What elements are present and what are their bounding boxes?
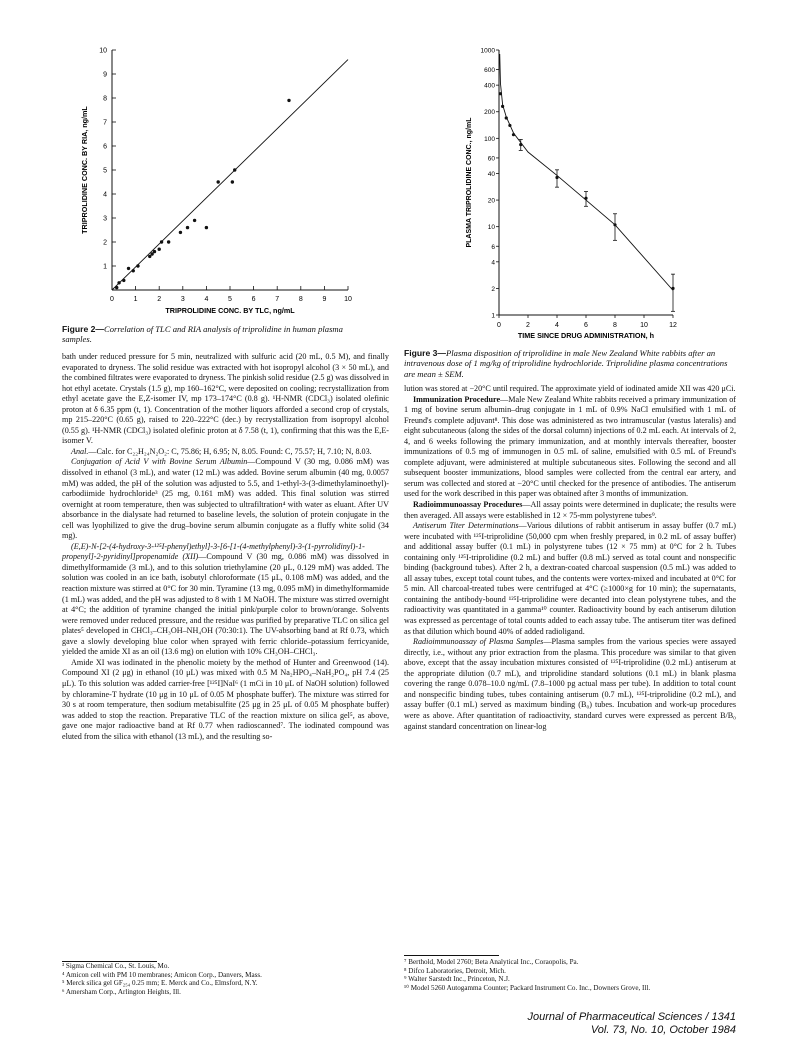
y-tick-label: 600 [484,67,495,75]
data-point [233,168,236,171]
data-point [136,264,139,267]
y-tick-label: 6 [103,143,107,151]
data-point [153,250,156,253]
right-column-text [404,384,736,732]
data-point [158,248,161,251]
journal-footer [527,1011,736,1037]
data-point [671,287,674,290]
y-tick-label: 1000 [480,47,495,55]
paragraph [62,447,389,458]
x-tick-label: 10 [344,296,352,303]
data-point [287,99,290,102]
y-tick-label: 7 [103,119,107,127]
right-footnotes [404,958,736,992]
paragraph-heading: Antiserum Titer Determinations [413,521,519,531]
data-point [501,105,504,108]
data-point [122,279,125,282]
y-tick-label: 4 [491,259,495,267]
left-column-text [62,352,389,742]
paragraph-body: —Male New Zealand White rabbits received a primary immunization of 1 mg of bovine serum albumin–drug conjugate in 1 mL of 0.9% NaCl emulsified with 1 mL of Freund's complete adjuvant⁸. This dose was administered as two intramuscular (vastus lateralis) and eight subcutaneous (along the sides of the dorsal column) injections of 0.2 mL each. At intervals of 2, 4, and 6 weeks following the primary immunization, and at monthly intervals thereafter, booster immunizations of 0.5 mg of immunogen in 0.5 mL of saline, emulsified with 0.5 mL of Freund's complete adjuvant, were administered at multiple subcutaneous sites. Following the second and all subsequent booster immunizations, blood samples were collected from the central ear artery, and serum was collected and stored at −20°C until checked for the presence of antibodies. The antiserum used for the work described in this paper was obtained after 3 months of immunization. [404,394,736,499]
x-tick-label: 7 [275,296,280,303]
y-tick-label: 2 [103,239,107,247]
data-point [231,180,234,183]
footnote: ⁷ Berthold, Model 2760; Beta Analytical Inc., Coraopolis, Pa. [404,958,579,966]
data-point [613,223,616,226]
x-tick-label: 1 [133,296,138,303]
x-tick-label: 4 [204,296,209,303]
y-tick-label: 2 [491,285,495,293]
data-point [115,286,118,289]
journal-title-page: Journal of Pharmaceutical Sciences / 1341 [527,1011,736,1023]
journal-volume-issue: Vol. 73, No. 10, October 1984 [590,1024,736,1036]
x-tick-label: 6 [584,322,588,329]
paragraph [404,500,736,521]
paragraph-heading: (E,E)-N-[2-(4-hydroxy-3-¹²⁵I-phenyl)ethyl]-3-[6-[1-(4-methylphenyl)-3-(1-pyrrolidinyl)-1-propenyl]-2-pyridinyl]propenamide (XII) [62,541,365,562]
y-tick-label: 100 [484,135,495,143]
x-tick-label: 4 [555,322,559,329]
data-point [179,231,182,234]
data-point [186,226,189,229]
data-point [512,133,515,136]
data-point [508,124,511,127]
data-point [117,281,120,284]
paragraph [404,521,736,637]
y-axis-label: TRIPROLIDINE CONC. BY RIA, ng/mL [80,106,89,234]
footnote: ⁵ Merck silica gel GF₂₅₄ 0.25 mm; E. Merck and Co., Elmsford, N.Y. [62,979,258,988]
footnote: ⁴ Amicon cell with PM 10 membranes; Amicon Corp., Danvers, Mass. [62,970,262,979]
paragraph [404,637,736,732]
x-tick-label: 0 [110,296,114,303]
y-tick-label: 200 [484,109,495,117]
footnote-divider [404,955,499,956]
data-point [193,219,196,222]
figure-2-caption-label: Figure 2— [62,324,105,334]
left-footnotes [62,962,389,996]
data-point [584,197,587,200]
paragraph: bath under reduced pressure for 5 min, neutralized with sulfuric acid (20 mL, 0.5 M), and finally evaporated to dryness. The solid residue was extracted with hot isopropyl alcohol (3 × 50 mL), and the combined filtrates were evaporated to dryness. The pinkish solid residue (2.5 g) was dissolved in hot ethyl acetate. Crystals (1.5 g), mp 160–162°C, were deposited on cooling; recrystallization from ethyl acetate gave the E,Z-isomer IV, mp 173–174°C (0.8 g). ¹H-NMR (CDCl₃) isolated olefinic proton at δ 6.35 ppm (t, 1). Concentration of the mother liquors afforded a second crop of crystals, mp 215–220°C (0.65 g), raised to 220–222°C (dec.) by recrystallization from isopropyl alcohol (0.55 g). ¹H-NMR (CDCl₃) isolated olefinic proton at δ 7.58 (t, 1), confirming that this was the E,E-isomer V. [62,352,389,446]
y-tick-label: 1 [491,312,495,320]
paragraph [62,457,389,541]
x-tick-label: 2 [157,296,162,303]
y-tick-label: 3 [103,215,107,223]
y-tick-label: 9 [103,71,107,79]
x-tick-label: 3 [180,296,185,303]
figure-2-caption-text: Correlation of TLC and RIA analysis of triprolidine in human plasma samples. [62,324,343,345]
y-tick-label: 5 [103,167,107,175]
paragraph-body: —Plasma samples from the various species were assayed directly, i.e., without any prior extraction from the plasma. This procedure was similar to that given above, except that the assay incubation mixtures consisted of ¹²⁵I-triprolidine (0.2 mL) antiserum at the appropriate dilution (0.7 mL), and triprolidine standard solutions (0.1 mL) in blank plasma covering the range 0.078–10.0 ng/mL (7.8–1000 pg actual mass per tube). In addition to total count and nonspecific binding tubes, tubes containing antiserum (0.7 mL), ¹²⁵I-triprolidine (0.2 mL), and assay buffer (0.1 mL) served as maximum binding (B₀) tubes. Incubation and work-up procedures were as above. After quantitation of radioactivity, standard curves were expressed as percent B/B₀ against standard concentration on linear-log [404,637,736,731]
data-point [160,240,163,243]
data-point [499,92,502,95]
figure-3-line-chart [455,40,710,345]
y-tick-label: 1 [103,263,107,271]
data-point [519,143,522,146]
paragraph: Amide XI was iodinated in the phenolic moiety by the method of Hunter and Greenwood (14). Compound XI (2 μg) in ethanol (10 μL) was mixed with 0.5 M Na₂HPO₄–NaH₂PO₄, pH 7.4 (25 μL). To this solution was added carrier-free [¹²⁵I]NaI⁶ (1 mCi in 10 μL of NaOH solution) followed by chloramine-T hydrate (10 μg in 10 μL of 0.05 M phosphate buffer). The mixture was stirred for 30 s at room temperature, then sodium metabisulfite (25 μg in 25 μL of 0.05 M phosphate buffer) was added to stop the reaction. Preparative TLC of the reaction mixture on silica gel⁵, as above, gave one major radioactive band at Rf 0.77 when radioscanned⁷. The iodinated compound was eluted from the silica with ethanol (13 mL), and the resulting so- [62,657,389,741]
footnote: ¹⁰ Model 5260 Autogamma Counter; Packard Instrument Co. Inc., Downers Grove, Ill. [404,983,651,992]
y-tick-label: 6 [491,243,495,251]
paragraph-body: —Various dilutions of rabbit antiserum in assay buffer (0.7 mL) were incubated with ¹²⁵I-triprolidine (50,000 cpm when freshly prepared, in 0.2 mL of assay buffer) and additional assay buffer (0.1 mL) in polystyrene tubes (12 × 75 mm) at 0°C for 2 h. Tubes containing only ¹²⁵I-triprolidine (0.2 mL) and buffer (0.8 mL) served as total count and nonspecific binding (background tubes). After 2 h, a dextran-coated charcoal suspension (0.5 mL) was added to all assay tubes, except total count tubes, and the contents were vortex-mixed and incubated at 0°C for 5 min. All charcoal-treated tubes were centrifuged at 4°C (≥1000×g for 10 min); the supernatants, containing the antibody-bound ¹²⁵I-triprolidine were decanted into clean polystyrene tubes, and the radioactivity was quantitated in a gamma¹⁰ counter. Radioactivity bound by each antiserum dilution was expressed as percentage of total counts added to each assay tube. The antiserum titer was defined as that dilution which bound 40% of added radioligand. [404,521,736,636]
footnote: ⁸ Difco Laboratories, Detroit, Mich. [404,966,506,975]
data-point [505,116,508,119]
fitted-curve [500,54,673,290]
paragraph [62,542,389,658]
figure-3-caption-text: Plasma disposition of triprolidine in male New Zealand White rabbits after an intravenous dose of 1 mg/kg of triprolidine hydrochloride. Triprolidine plasma concentrations are mean ± SEM. [404,348,728,379]
footnote: ³ Sigma Chemical Co., St. Louis, Mo. [62,962,170,970]
x-axis-label: TIME SINCE DRUG ADMINISTRATION, h [517,331,655,340]
data-point [217,180,220,183]
footnote: ⁶ Amersham Corp., Arlington Heights, Ill. [62,987,181,996]
regression-line [112,60,348,290]
data-point [167,240,170,243]
data-point [555,176,558,179]
y-tick-label: 40 [487,170,495,178]
y-tick-label: 10 [487,224,495,232]
paragraph [404,395,736,500]
x-tick-label: 8 [613,322,617,329]
paragraph-heading: Immunization Procedure [413,394,501,404]
data-point [132,269,135,272]
y-tick-label: 400 [484,82,495,90]
paragraph-heading: Conjugation of Acid V with Bovine Serum Albumin [71,457,248,467]
x-tick-label: 5 [228,296,232,303]
x-tick-label: 0 [497,322,501,329]
figure-2-caption [62,324,362,345]
y-tick-label: 10 [99,47,107,55]
x-tick-label: 10 [640,322,648,329]
data-point [127,267,130,270]
y-tick-label: 60 [487,155,495,163]
y-tick-label: 4 [103,191,107,199]
paragraph-heading: Radioimmunoassay of Plasma Samples [413,637,544,647]
x-tick-label: 12 [669,322,677,329]
x-tick-label: 6 [251,296,256,303]
figure-3-caption-label: Figure 3— [404,348,447,358]
paragraph-heading: Anal. [71,446,89,456]
data-point [205,226,208,229]
paragraph-body: —Compound V (30 mg, 0.086 mM) was dissolved in ethanol (3 mL), and water (12 mL) was added. Bovine serum albumin (40 mg, 0.0057 mM) was added, the pH of the solution was adjusted to 5.5, and 1-ethyl-3-(3-dimethylaminoethyl)-carbodiimide hydrochloride³ (25 mg, 0.161 mM) was added. This final solution was stirred overnight at room temperature, then was subjected to ultrafiltration⁴ with water as eluant. After UV absorbance in the dialysate had returned to baseline levels, the solution of protein conjugate in the cell was lyophilized to give the drug–bovine serum albumin conjugate as a fluffy white solid (34 mg). [62,457,389,541]
figure-2-scatter-chart [62,40,362,325]
footnote: ⁹ Walter Sarstedt Inc., Princeton, N.J. [404,975,510,984]
paragraph-body: —Calc. for C₂₂H₂₄N₂O₂: C, 75.86; H, 6.95; N, 8.05. Found: C, 75.57; H, 7.10; N, 8.03. [88,446,372,456]
y-tick-label: 20 [487,197,495,205]
paragraph-body: —Compound V (30 mg, 0.086 mM) was dissolved in dimethylformamide (3 mL), and to this solution triethylamine (20 μL, 0.129 mM) was added. The solution was cooled in an ice bath, isobutyl chloroformate (15 μL, 0.108 mM) was added, and the reaction mixture was stirred at 0°C for 30 min. Tyramine (13 mg, 0.095 mM) in dimethylformamide (1 mL) was added, and the pH was adjusted to 8 with 1 M NaOH. The mixture was stirred overnight at 4°C; the addition of tyramine changed the initial pink/purple color to brown/orange. Solvents were removed under reduced pressure, and the residue was purified by preparative TLC on silica gel plates⁵ developed in CHCl₃–CH₃OH–NH₄OH (70:30:1). The UV-absorbing band at Rf 0.73, which gave a slowly developing blue color when sprayed with ferric chloride–potassium ferricyanide, yielded the amide XI as an oil (13.6 mg) on elution with 10% CH₃OH–CHCl₃. [62,552,389,657]
x-tick-label: 9 [322,296,327,303]
y-tick-label: 8 [103,95,107,103]
paragraph-body: —All assay points were determined in duplicate; the results were then averaged. All assays were established in 12 × 75-mm polystyrene tubes⁹. [404,500,736,520]
paragraph: lution was stored at −20°C until required. The approximate yield of iodinated amide XII was 420 μCi. [404,384,736,393]
x-tick-label: 8 [298,296,303,303]
y-axis-label: PLASMA TRIPROLIDINE CONC., ng/mL [466,117,473,248]
x-tick-label: 2 [526,322,530,329]
x-axis-label: TRIPROLIDINE CONC. BY TLC, ng/mL [165,306,295,315]
paragraph-heading: Radioimmunoassay Procedures [413,500,523,510]
figure-3-caption [404,348,736,379]
